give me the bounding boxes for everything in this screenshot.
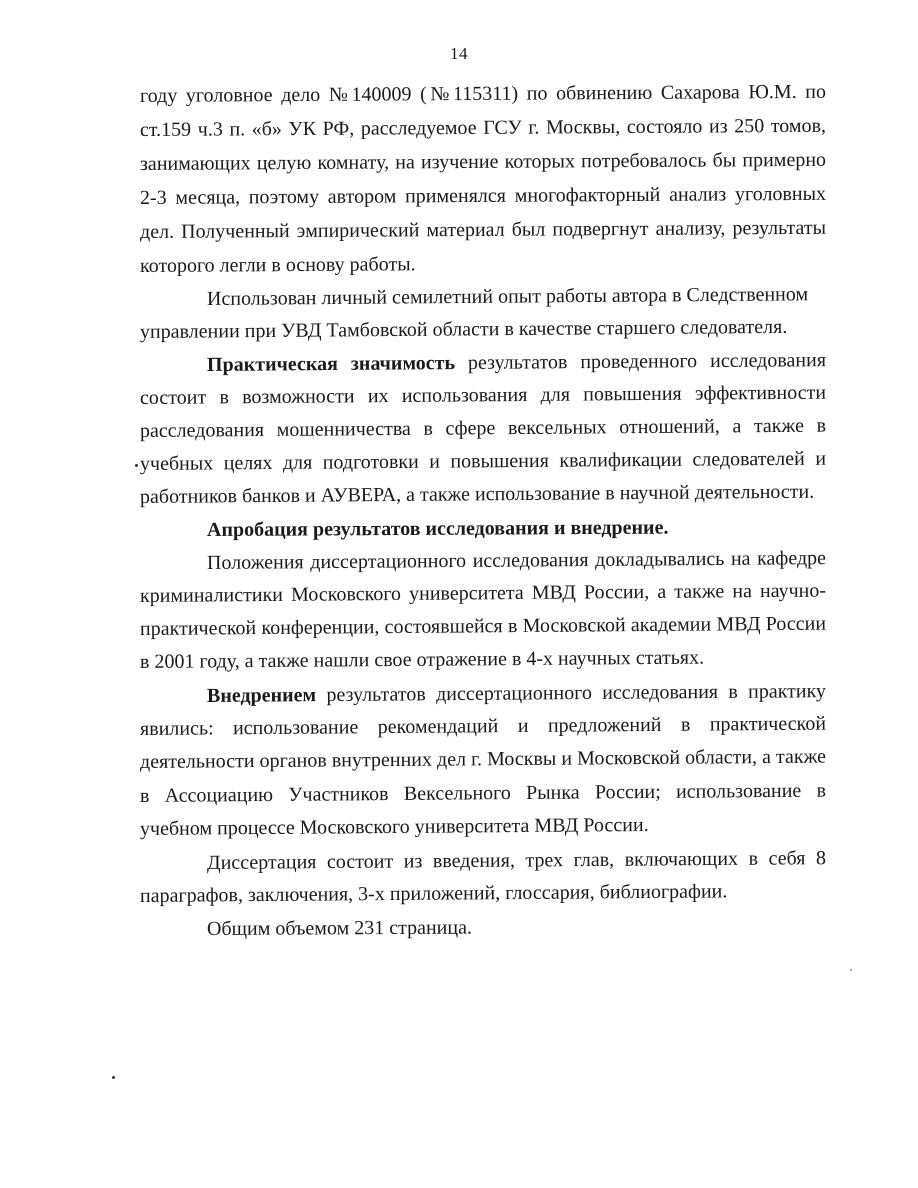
text-line (140, 381, 826, 410)
page-number: 14 (450, 44, 468, 63)
text-line (140, 80, 826, 108)
line-text: дел. Полученный эмпирический материал был подвергнут анализу, результаты (139, 216, 827, 243)
text-line (207, 916, 472, 941)
text-line (140, 745, 826, 774)
line-text: работников банков и АУВЕРА, а также использование в научной деятельности. (139, 480, 815, 508)
scan-speck (112, 1076, 115, 1079)
line-text: явились: использование рекомендаций и предложений в практической (139, 712, 827, 740)
text-line (140, 182, 826, 210)
line-text: учебных целях для подготовки и повышения квалификации следователей и (139, 447, 827, 475)
line-text: в 2001 году, а также нашли свое отражение в 4-х научных статьях. (139, 646, 705, 673)
text-line (140, 712, 826, 741)
text-line (140, 315, 787, 344)
line-text: Диссертация состоит из введения, трех глав, включающих в себя 8 (206, 847, 827, 874)
line-text: Общим объемом 231 страница. (206, 916, 472, 940)
bold-term: Практическая значимость (206, 352, 456, 376)
text-line (207, 846, 826, 875)
text-line (140, 414, 826, 443)
line-text: году уголовное дело №140009 (№115311) по обвинению Сахарова Ю.М. по (139, 80, 827, 107)
scan-speck (135, 464, 138, 467)
text-line (140, 579, 826, 608)
line-text: занимающих целую комнату, на изучение которых потребовалось бы примерно (139, 148, 827, 175)
line-text: практической конференции, состоявшейся в Московской академии МВД России (139, 612, 827, 640)
scan-speck (850, 969, 852, 971)
line-text: Использован личный семилетний опыт работы автора в Следственном (206, 283, 809, 310)
bold-term: Внедрением (206, 684, 317, 707)
text-line (207, 679, 826, 708)
line-text: в Ассоциацию Участников Вексельного Рынка России; использование в (139, 779, 827, 807)
text-line (140, 447, 826, 476)
bold-term: Апробация результатов исследования и внедрение. (206, 516, 669, 541)
text-line (207, 546, 826, 575)
line-text: Положения диссертационного исследования докладывались на кафедре (206, 547, 827, 574)
line-text: ст.159 ч.3 п. «б» УК РФ, расследуемое ГСУ г. Москвы, состояло из 250 томов, (139, 114, 827, 141)
line-text: деятельности органов внутренних дел г. Москвы и Московской области, а также (139, 745, 827, 773)
text-line (140, 779, 826, 808)
text-line (140, 612, 826, 641)
line-text: параграфов, заключения, 3-х приложений, глоссария, библиографии. (139, 880, 728, 907)
text-line (140, 879, 728, 908)
line-text: результатов проведенного исследования (454, 349, 827, 375)
text-line (140, 252, 416, 278)
line-text: которого легли в основу работы. (139, 253, 416, 277)
text-line (140, 216, 826, 244)
text-line (140, 114, 826, 142)
line-text: результатов диссертационного исследования в практику (316, 680, 827, 707)
text-line (140, 813, 649, 841)
text-line (140, 480, 814, 509)
text-line (140, 148, 826, 176)
text-line (207, 282, 808, 311)
text-line (207, 348, 826, 377)
line-text: криминалистики Московского университета МВД России, а также на научно- (139, 579, 827, 607)
line-text: 2-3 месяца, поэтому автором применялся многофакторный анализ уголовных (139, 182, 827, 209)
line-text: расследования мошенничества в сфере вексельных отношений, а также в (139, 414, 827, 442)
line-text: учебном процессе Московского университета МВД России. (139, 814, 649, 840)
line-text: состоит в возможности их использования для повышения эффективности (139, 381, 827, 409)
text-line (140, 646, 704, 674)
line-text: управлении при УВД Тамбовской области в качестве старшего следователя. (139, 315, 788, 343)
text-line (207, 516, 669, 542)
